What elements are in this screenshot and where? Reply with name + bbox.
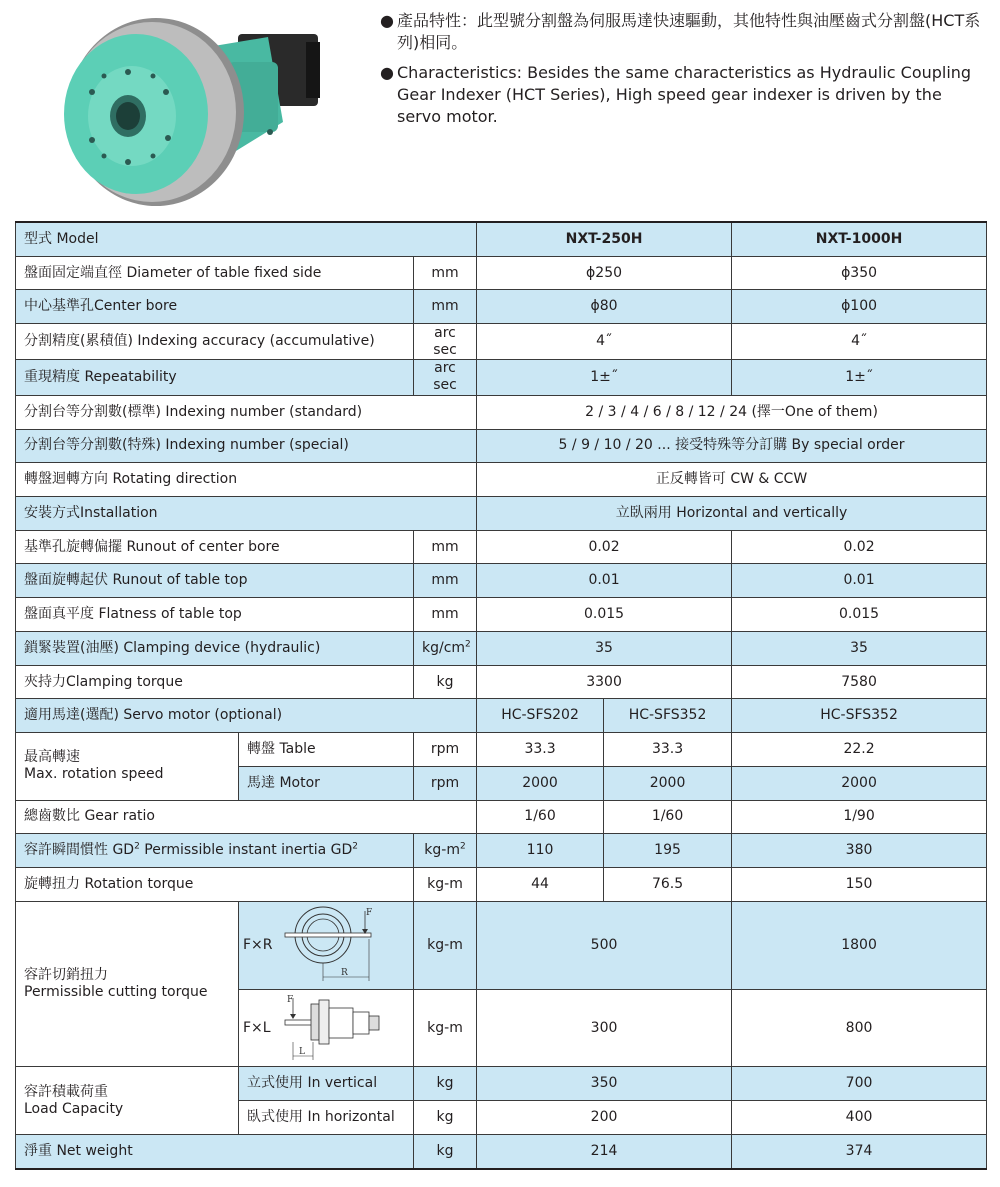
row-value: 1/90 — [732, 800, 987, 834]
row-value: 800 — [732, 989, 987, 1067]
row-value: 0.015 — [477, 598, 732, 632]
row-value: 4˝ — [477, 324, 732, 360]
row-value: ϕ80 — [477, 290, 732, 324]
superscript: 2 — [352, 841, 359, 852]
row-value: HC-SFS202 — [477, 699, 604, 733]
cutting-label-zh: 容許切銷扭力 — [24, 967, 108, 984]
max-speed-label-en: Max. rotation speed — [24, 766, 164, 783]
row-value: 0.01 — [477, 564, 732, 598]
row-value: 33.3 — [604, 733, 732, 767]
row-unit: mm — [414, 564, 477, 598]
max-speed-label-zh: 最高轉速 — [24, 749, 80, 766]
row-value: 立臥兩用 Horizontal and vertically — [477, 496, 987, 530]
superscript: 2 — [134, 841, 140, 852]
row-value: 1/60 — [477, 800, 604, 834]
bullet-en — [380, 62, 990, 128]
row-value: ϕ250 — [477, 256, 732, 290]
row-value: HC-SFS352 — [732, 699, 987, 733]
load-label-zh: 容許積載荷重 — [24, 1083, 108, 1100]
fr-cell — [239, 901, 414, 989]
unit-text: kg/cm — [422, 639, 466, 656]
row-value: 4˝ — [732, 324, 987, 360]
model-nxt-250h: NXT-250H — [477, 222, 732, 256]
sub-label: 立式使用 In vertical — [239, 1067, 414, 1101]
row-value: 2 / 3 / 4 / 6 / 8 / 12 / 24 (擇一One of them) — [477, 395, 987, 429]
fr-force-label: F — [366, 908, 373, 919]
row-label: 安裝方式Installation — [16, 496, 477, 530]
bullet-zh — [380, 10, 990, 54]
table-row — [16, 290, 987, 324]
row-unit: kg — [414, 665, 477, 699]
row-value: 0.01 — [732, 564, 987, 598]
row-label — [16, 834, 414, 868]
sub-label: 轉盤 Table — [239, 733, 414, 767]
fl-force-label: F — [287, 995, 294, 1006]
table-row — [16, 1067, 987, 1101]
bullet-icon: ● — [380, 63, 394, 82]
row-value: 5 / 9 / 10 / 20 ... 接受特殊等分訂購 By special order — [477, 429, 987, 463]
load-label-en: Load Capacity — [24, 1100, 124, 1117]
inertia-label-b: Permissible instant inertia GD — [139, 842, 353, 859]
row-label: 旋轉扭力 Rotation torque — [16, 868, 414, 902]
table-row — [16, 901, 987, 989]
fr-diagram — [283, 905, 407, 985]
row-value: 76.5 — [604, 868, 732, 902]
cutting-torque-label — [16, 901, 239, 1067]
table-row — [16, 1134, 987, 1169]
table-row — [16, 834, 987, 868]
fl-label: F×L — [243, 1019, 271, 1036]
row-unit: kg-m — [414, 868, 477, 902]
model-nxt-1000h: NXT-1000H — [732, 222, 987, 256]
table-row — [16, 496, 987, 530]
fl-length-label: L — [299, 1047, 305, 1058]
row-value: 0.015 — [732, 598, 987, 632]
row-value: 350 — [477, 1067, 732, 1101]
row-value: 195 — [604, 834, 732, 868]
row-value: 正反轉皆可 CW & CCW — [477, 463, 987, 497]
table-row — [16, 564, 987, 598]
fl-cell — [239, 989, 414, 1067]
table-row — [16, 530, 987, 564]
bullet-text-zh: 產品特性：此型號分割盤為伺服馬達快速驅動，其他特性與油壓齒式分割盤(HCT系列)相同。 — [397, 11, 981, 52]
table-row — [16, 868, 987, 902]
row-unit: arc sec — [414, 360, 477, 396]
row-label: 重現精度 Repeatability — [16, 360, 414, 396]
row-value: 22.2 — [732, 733, 987, 767]
unit-text: kg-m — [424, 842, 460, 859]
row-value: 214 — [477, 1134, 732, 1169]
row-value: 380 — [732, 834, 987, 868]
row-label: 總齒數比 Gear ratio — [16, 800, 477, 834]
table-row — [16, 360, 987, 396]
table-row — [16, 429, 987, 463]
row-label: 盤面旋轉起伏 Runout of table top — [16, 564, 414, 598]
bullet-icon: ● — [380, 11, 394, 30]
fr-label: F×R — [243, 936, 273, 953]
row-value: ϕ350 — [732, 256, 987, 290]
row-label: 盤面真平度 Flatness of table top — [16, 598, 414, 632]
row-value: HC-SFS352 — [604, 699, 732, 733]
row-unit: mm — [414, 598, 477, 632]
unit-superscript: 2 — [459, 841, 466, 852]
sub-label: 馬達 Motor — [239, 766, 414, 800]
row-unit: rpm — [414, 766, 477, 800]
row-value: 374 — [732, 1134, 987, 1169]
unit-superscript: 2 — [465, 639, 471, 650]
table-row — [16, 256, 987, 290]
row-unit: mm — [414, 256, 477, 290]
row-value: 1±˝ — [732, 360, 987, 396]
fl-diagram — [283, 994, 407, 1062]
row-label: 分割精度(累積值) Indexing accuracy (accumulative) — [16, 324, 414, 360]
spec-table — [15, 221, 987, 1170]
table-row — [16, 395, 987, 429]
inertia-label-a: 容許瞬間慣性 GD — [24, 842, 135, 859]
row-value: 110 — [477, 834, 604, 868]
row-value: 400 — [732, 1101, 987, 1135]
row-value: 7580 — [732, 665, 987, 699]
row-unit: rpm — [414, 733, 477, 767]
row-value: 700 — [732, 1067, 987, 1101]
table-row — [16, 463, 987, 497]
row-label: 鎖緊裝置(油壓) Clamping device (hydraulic) — [16, 631, 414, 665]
model-label: 型式 Model — [16, 222, 477, 256]
row-value: 1±˝ — [477, 360, 732, 396]
row-value: 200 — [477, 1101, 732, 1135]
row-unit — [414, 834, 477, 868]
max-speed-label — [16, 733, 239, 800]
row-label: 分割台等分割數(標準) Indexing number (standard) — [16, 395, 477, 429]
row-value: 35 — [732, 631, 987, 665]
row-unit: kg-m — [414, 989, 477, 1067]
row-unit: kg — [414, 1067, 477, 1101]
sub-label: 臥式使用 In horizontal — [239, 1101, 414, 1135]
row-value: 44 — [477, 868, 604, 902]
row-value: 500 — [477, 901, 732, 989]
row-value: 300 — [477, 989, 732, 1067]
table-row — [16, 598, 987, 632]
row-value: 150 — [732, 868, 987, 902]
row-label: 盤面固定端直徑 Diameter of table fixed side — [16, 256, 414, 290]
row-value: 0.02 — [477, 530, 732, 564]
row-value: 2000 — [477, 766, 604, 800]
row-value: 1/60 — [604, 800, 732, 834]
table-row — [16, 665, 987, 699]
table-row — [16, 699, 987, 733]
row-unit: kg-m — [414, 901, 477, 989]
row-unit: kg — [414, 1101, 477, 1135]
row-value: 35 — [477, 631, 732, 665]
fr-radius-label: R — [341, 968, 348, 979]
row-unit: mm — [414, 530, 477, 564]
table-header-row — [16, 222, 987, 256]
row-value: 1800 — [732, 901, 987, 989]
row-value: 33.3 — [477, 733, 604, 767]
row-unit: kg — [414, 1134, 477, 1169]
row-value: 0.02 — [732, 530, 987, 564]
row-value: 3300 — [477, 665, 732, 699]
row-unit: arc sec — [414, 324, 477, 360]
row-unit: mm — [414, 290, 477, 324]
table-row — [16, 631, 987, 665]
bullet-text-en: Characteristics: Besides the same characteristics as Hydraulic Coupling Gear Indexer (HCT Series), High speed gear indexer is driven by the servo motor. — [397, 63, 972, 126]
table-row — [16, 324, 987, 360]
row-value: 2000 — [732, 766, 987, 800]
load-capacity-label — [16, 1067, 239, 1134]
row-unit — [414, 631, 477, 665]
row-value: 2000 — [604, 766, 732, 800]
row-label: 分割台等分割數(特殊) Indexing number (special) — [16, 429, 477, 463]
row-label: 中心基準孔Center bore — [16, 290, 414, 324]
product-image — [58, 12, 330, 212]
row-label: 基準孔旋轉偏擺 Runout of center bore — [16, 530, 414, 564]
table-row — [16, 800, 987, 834]
row-label: 夾持力Clamping torque — [16, 665, 414, 699]
table-row — [16, 733, 987, 767]
row-label: 淨重 Net weight — [16, 1134, 414, 1169]
characteristics — [380, 10, 990, 136]
row-label: 轉盤迴轉方向 Rotating direction — [16, 463, 477, 497]
row-value: ϕ100 — [732, 290, 987, 324]
cutting-label-en: Permissible cutting torque — [24, 984, 208, 1001]
row-label: 適用馬達(選配) Servo motor (optional) — [16, 699, 477, 733]
